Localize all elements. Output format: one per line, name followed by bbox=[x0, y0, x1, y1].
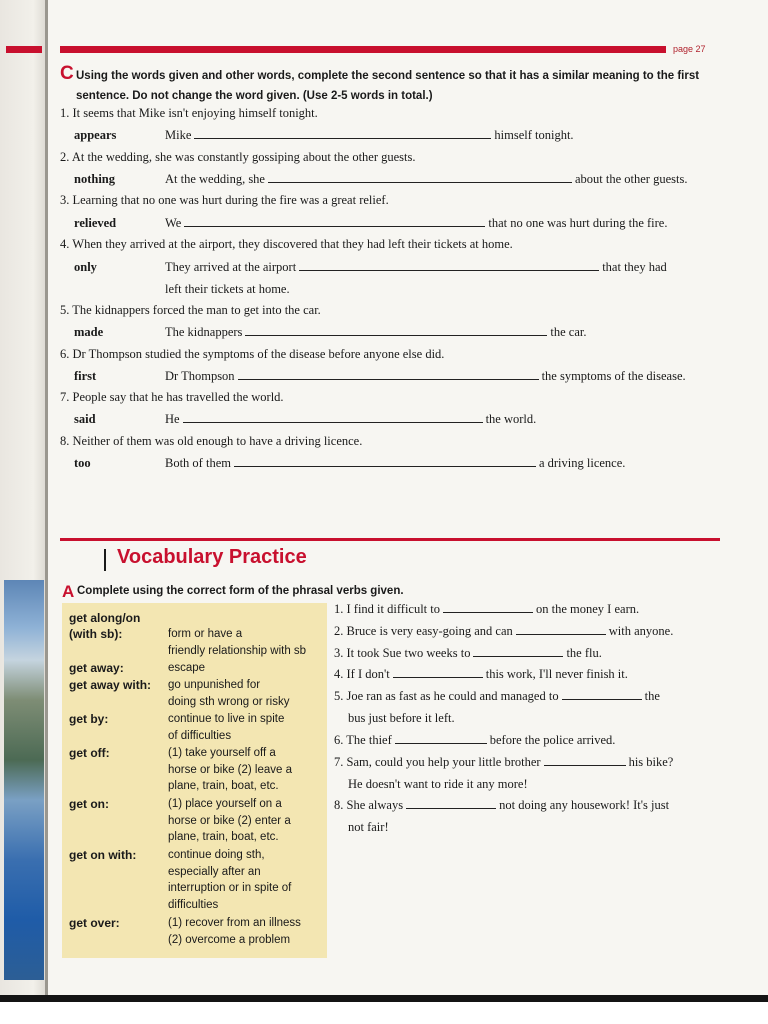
vocab-sentence-5-cont: bus just before it left. bbox=[348, 711, 455, 725]
exercise-letter: A bbox=[62, 582, 75, 601]
transform-item-3-answer: We that no one was hurt during the fire. bbox=[165, 216, 668, 230]
section-instruction: Using the words given and other words, complete the second sentence so that it has a similar meaning to the first sentence. Do not change the word given. (Use 2-5 words in total.) bbox=[76, 70, 700, 102]
keyword: said bbox=[74, 412, 96, 426]
keyword: nothing bbox=[74, 172, 115, 186]
section-divider bbox=[60, 538, 720, 541]
header-rule bbox=[60, 46, 666, 53]
transform-item-8-sentence: 8. Neither of them was old enough to have a driving licence. bbox=[60, 434, 363, 448]
keyword: too bbox=[74, 456, 91, 470]
phrasal-verb-definition: form or have a friendly relationship with sb bbox=[168, 628, 307, 657]
transform-item-4-answer: They arrived at the airport that they had bbox=[165, 260, 667, 274]
answer-blank[interactable] bbox=[443, 611, 533, 613]
transform-item-2-answer: At the wedding, she about the other guests. bbox=[165, 172, 688, 186]
vocab-sentence-6: 6. The thief before the police arrived. bbox=[334, 733, 616, 747]
phrasal-verb: get on: bbox=[69, 797, 109, 811]
transform-item-5-answer: The kidnappers the car. bbox=[165, 325, 587, 339]
answer-blank[interactable] bbox=[194, 137, 491, 139]
phrasal-verb-definition: (1) recover from an illness (2) overcome a problem bbox=[168, 917, 301, 946]
phrasal-verb-definition: escape bbox=[168, 662, 206, 674]
transform-item-3-sentence: 3. Learning that no one was hurt during the fire was a great relief. bbox=[60, 193, 389, 207]
answer-blank[interactable] bbox=[234, 465, 536, 467]
page-number: page 27 bbox=[673, 44, 706, 54]
answer-blank[interactable] bbox=[238, 378, 539, 380]
phrasal-verb: get by: bbox=[69, 712, 109, 726]
answer-blank[interactable] bbox=[268, 181, 572, 183]
phrasal-verb: get along/on (with sb): bbox=[69, 611, 141, 641]
answer-blank[interactable] bbox=[473, 655, 563, 657]
answer-blank[interactable] bbox=[184, 225, 485, 227]
answer-blank[interactable] bbox=[395, 742, 487, 744]
transform-item-7-sentence: 7. People say that he has travelled the world. bbox=[60, 390, 284, 404]
phrasal-verb-definition: (1) place yourself on a horse or bike (2) enter a plane, train, boat, etc. bbox=[168, 798, 291, 843]
header-rule-left bbox=[6, 46, 42, 53]
transform-item-8-answer: Both of them a driving licence. bbox=[165, 456, 626, 470]
keyword: made bbox=[74, 325, 104, 339]
keyword: appears bbox=[74, 128, 117, 142]
vocab-sentence-8-cont: not fair! bbox=[348, 820, 389, 834]
vocab-sentence-5: 5. Joe ran as fast as he could and managed to the bbox=[334, 689, 660, 703]
transform-item-1-answer: Mike himself tonight. bbox=[165, 128, 574, 142]
keyword: relieved bbox=[74, 216, 117, 230]
answer-blank[interactable] bbox=[516, 633, 606, 635]
answer-blank[interactable] bbox=[245, 334, 547, 336]
phrasal-verb-definition: continue to live in spite of difficulties bbox=[168, 713, 285, 742]
transform-item-4-sentence: 4. When they arrived at the airport, they discovered that they had left their tickets at home. bbox=[60, 237, 513, 251]
phrasal-verb: get over: bbox=[69, 916, 120, 930]
vocab-sentence-2: 2. Bruce is very easy-going and can with anyone. bbox=[334, 624, 674, 638]
answer-blank[interactable] bbox=[183, 421, 483, 423]
answer-blank[interactable] bbox=[393, 676, 483, 678]
phrasal-verb: get on with: bbox=[69, 848, 137, 862]
phrasal-verb: get away with: bbox=[69, 678, 152, 692]
phrasal-verb: get off: bbox=[69, 746, 110, 760]
title-bar bbox=[104, 549, 106, 571]
transform-item-7-answer: He the world. bbox=[165, 412, 537, 426]
vocab-sentence-7-cont: He doesn't want to ride it any more! bbox=[348, 777, 528, 791]
scan-margin bbox=[0, 1002, 768, 1024]
answer-blank[interactable] bbox=[562, 698, 642, 700]
keyword: first bbox=[74, 369, 97, 383]
vocabulary-title: Vocabulary Practice bbox=[117, 546, 307, 568]
vocab-sentence-7: 7. Sam, could you help your little brother his bike? bbox=[334, 755, 674, 769]
phrasal-verb: get away: bbox=[69, 661, 124, 675]
section-letter: C bbox=[60, 63, 74, 84]
answer-blank[interactable] bbox=[299, 269, 599, 271]
answer-blank[interactable] bbox=[544, 764, 626, 766]
vocab-sentence-3: 3. It took Sue two weeks to the flu. bbox=[334, 646, 602, 660]
phrasal-verb-definition: (1) take yourself off a horse or bike (2) leave a plane, train, boat, etc. bbox=[168, 747, 293, 792]
transform-item-4-answer-cont: left their tickets at home. bbox=[165, 282, 290, 296]
photo-strip bbox=[4, 580, 44, 980]
vocab-sentence-8: 8. She always not doing any housework! It's just bbox=[334, 798, 670, 812]
phrasal-verb-definition: continue doing sth, especially after an interruption or in spite of difficulties bbox=[168, 849, 292, 911]
answer-blank[interactable] bbox=[406, 807, 496, 809]
exercise-instruction: Complete using the correct form of the phrasal verbs given. bbox=[77, 585, 404, 597]
transform-item-2-sentence: 2. At the wedding, she was constantly gossiping about the other guests. bbox=[60, 150, 416, 164]
vocab-sentence-1: 1. I find it difficult to on the money I earn. bbox=[334, 602, 640, 616]
keyword: only bbox=[74, 260, 97, 274]
transform-item-6-answer: Dr Thompson the symptoms of the disease. bbox=[165, 369, 686, 383]
phrasal-verb-definition: go unpunished for doing sth wrong or risky bbox=[168, 679, 290, 708]
transform-item-6-sentence: 6. Dr Thompson studied the symptoms of the disease before anyone else did. bbox=[60, 347, 445, 361]
transform-item-5-sentence: 5. The kidnappers forced the man to get into the car. bbox=[60, 303, 321, 317]
transform-item-1-sentence: 1. It seems that Mike isn't enjoying himself tonight. bbox=[60, 106, 318, 120]
vocab-sentence-4: 4. If I don't this work, I'll never finish it. bbox=[334, 667, 628, 681]
